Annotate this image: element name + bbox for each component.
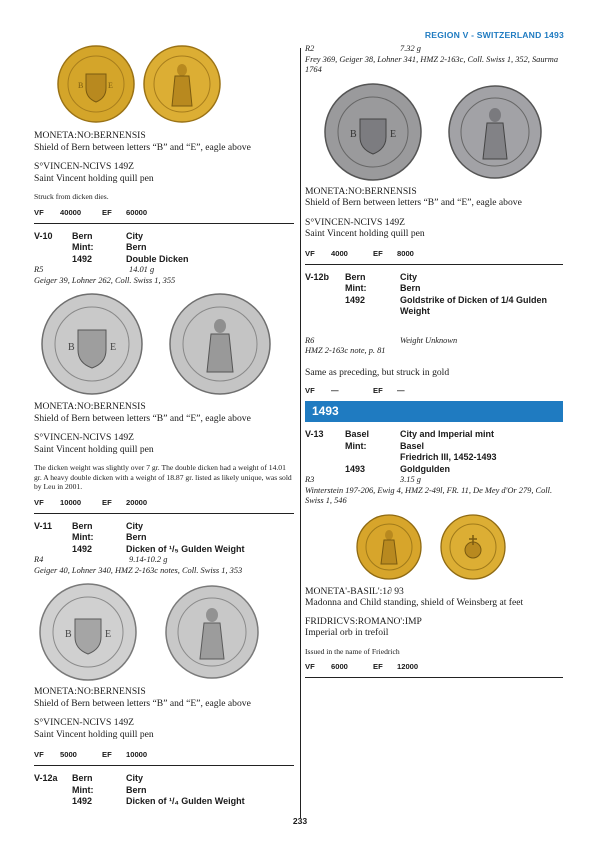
rarity-weight: R4 9.14-10.2 g <box>34 555 168 565</box>
note: Issued in the name of Friedrich <box>305 646 400 656</box>
note: The dicken weight was slightly over 7 gr. The double dicken had a weight of 14.01 gr. A heavy double dicken with a weight of 18.87 gr. listed as likely unique, was sold by Leu in 2001. <box>34 463 292 492</box>
coin-obverse-icon <box>323 82 423 182</box>
coin-reverse-icon <box>439 513 507 581</box>
rarity-weight: R2 7.32 g <box>305 44 421 53</box>
entry-header: V-12b Bern Mint: 1492 City Bern Goldstrike of Dicken of 1/4 Gulden Weight <box>305 271 548 316</box>
svg-text:E: E <box>110 342 117 354</box>
svg-text:B: B <box>78 81 84 90</box>
grade-row: VF — EF — <box>305 386 405 395</box>
entry-v12a <box>34 773 294 808</box>
reverse-legend: S°VINCEN-NCIVS 149Z <box>34 717 135 729</box>
coin-images-double-dicken <box>40 292 294 396</box>
references: Geiger 40, Lohner 340, HMZ 2-163c notes, Coll. Swiss 1, 353 <box>34 565 243 575</box>
coin-images-goldgulden <box>355 513 563 581</box>
obverse-legend: MONETA'-BASIL':1∂ 93 <box>305 585 404 597</box>
coin-obverse-icon <box>38 582 138 682</box>
coin-obverse-icon <box>355 513 423 581</box>
obverse-legend: MONETA:NO:BERNENSIS <box>34 130 146 141</box>
obverse-description: Shield of Bern between letters “B” and “E”, eagle above <box>34 412 251 424</box>
left-column <box>34 44 294 808</box>
svg-text:B: B <box>350 128 357 140</box>
grade-row: VF 5000 EF 10000 <box>34 750 148 760</box>
note: Struck from dicken dies. <box>34 192 109 201</box>
divider <box>34 223 294 224</box>
rarity-weight: R3 3.15 g <box>305 475 421 484</box>
coin-reverse-icon <box>447 84 543 180</box>
coin-obverse-icon <box>40 292 144 396</box>
year-heading: 1493 <box>305 401 563 422</box>
divider <box>305 264 563 265</box>
note: Same as preceding, but struck in gold <box>305 366 450 378</box>
obverse-description: Madonna and Child standing, shield of Weinsberg at feet <box>305 597 524 608</box>
catalog-number: V-12b <box>305 271 330 282</box>
reverse-description: Saint Vincent holding quill pen <box>34 728 154 740</box>
coin-reverse-icon <box>168 292 272 396</box>
svg-text:B: B <box>68 342 75 354</box>
grade-row: VF 6000 EF 12000 <box>305 662 419 672</box>
references: Winterstein 197-206, Ewig 4, HMZ 2-49l, FR. 11, De Mey d'Or 279, Coll. Swiss 1, 546 <box>305 485 553 505</box>
column-divider <box>300 48 301 818</box>
reverse-legend: S°VINCEN-NCIVS 149Z <box>34 432 135 444</box>
entry-header: V-13 Basel Mint: 1493 City and Imperial mint Basel Friedrich III, 1452-1493 Goldgulden <box>305 429 497 474</box>
coin-images-dicken <box>323 82 563 182</box>
catalog-number: V-10 <box>34 230 53 241</box>
obverse-legend: MONETA:NO:BERNENSIS <box>34 401 146 413</box>
page-header: REGION V - SWITZERLAND 1493 <box>424 30 564 40</box>
reverse-description: Imperial orb in trefoil <box>305 627 389 638</box>
grade-row: VF 10000 EF 20000 <box>34 497 148 507</box>
references: Frey 369, Geiger 38, Lohner 341, HMZ 2-163c, Coll. Swiss 1, 352, Saurma 1764 <box>305 54 559 74</box>
coin-reverse-icon <box>164 584 260 680</box>
obverse-legend: MONETA:NO:BERNENSIS <box>305 185 417 197</box>
catalog-number: V-12a <box>34 773 58 784</box>
reverse-legend: S°VINCEN-NCIVS 149Z <box>305 216 406 228</box>
obverse-description: Shield of Bern between letters “B” and “E”, eagle above <box>34 141 251 153</box>
entry-header: V-11 Bern Mint: 1492 City Bern Dicken of ¹/₅ Gulden Weight <box>34 520 245 554</box>
reverse-legend: S°VINCEN-NCIVS 149Z <box>34 161 135 172</box>
svg-text:E: E <box>390 128 397 140</box>
rarity-weight: R6 Weight Unknown <box>305 335 458 345</box>
page-number: 233 <box>292 816 308 826</box>
divider <box>34 765 294 766</box>
coin-images-gold-dicken <box>56 44 294 124</box>
grade-row: VF 4000 EF 8000 <box>305 248 414 258</box>
obverse-description: Shield of Bern between letters “B” and “E”, eagle above <box>305 197 522 208</box>
reverse-description: Saint Vincent holding quill pen <box>305 228 425 239</box>
references: Geiger 39, Lohner 262, Coll. Swiss 1, 355 <box>34 275 176 285</box>
coin-reverse-icon <box>142 44 222 124</box>
entry-v11 <box>34 521 294 760</box>
references: HMZ 2-163c note, p. 81 <box>305 346 386 355</box>
coin-obverse-icon <box>56 44 136 124</box>
entry-header: V-12a Bern Mint: 1492 City Bern Dicken of ¹/₄ Gulden Weight <box>34 773 245 807</box>
reverse-legend: FRIDRICVS:ROMANO':IMP <box>305 615 422 627</box>
catalog-number: V-11 <box>34 520 53 531</box>
grade-row: VF 40000 EF 60000 <box>34 207 148 217</box>
obverse-legend: MONETA:NO:BERNENSIS <box>34 686 146 698</box>
svg-text:E: E <box>108 81 113 90</box>
entry-header: V-10 Bern Mint: 1492 City Bern Double Dicken <box>34 230 189 264</box>
rarity-weight: R5 14.01 g <box>34 265 155 275</box>
right-column <box>305 44 563 678</box>
divider <box>305 677 563 678</box>
divider <box>34 513 294 514</box>
entry-v10 <box>34 231 294 507</box>
svg-text:E: E <box>105 629 112 641</box>
reverse-description: Saint Vincent holding quill pen <box>34 443 154 455</box>
entry-v12b <box>305 272 563 396</box>
catalog-number: V-13 <box>305 429 324 439</box>
entry-v13 <box>305 429 563 671</box>
svg-text:B: B <box>65 629 72 641</box>
coin-images-dicken <box>38 582 294 682</box>
reverse-description: Saint Vincent holding quill pen <box>34 172 154 184</box>
obverse-description: Shield of Bern between letters “B” and “E”, eagle above <box>34 697 251 709</box>
